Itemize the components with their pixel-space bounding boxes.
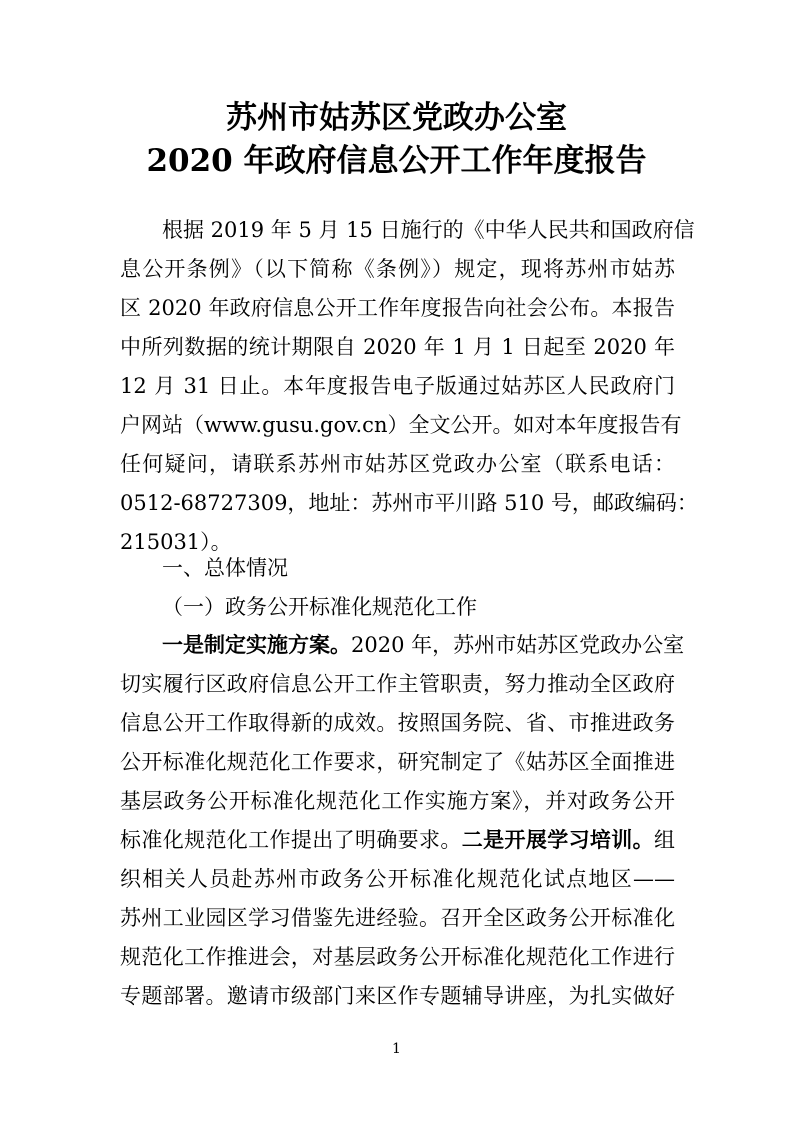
intro-line: 12 月 31 日止。本年度报告电子版通过姑苏区人民政府门 [120,374,675,398]
body-line: 基层政务公开标准化规范化工作实施方案》，并对政务公开 [120,789,675,813]
intro-line: 0512-68727309，地址：苏州市平川路 510 号，邮政编码： [120,491,698,515]
body-line: 苏州工业园区学习借鉴先进经验。召开全区政务公开标准化 [120,906,675,930]
subsection-heading: （一）政务公开标准化规范化工作 [162,595,477,619]
section-heading: 一、总体情况 [162,556,288,580]
intro-line: 中所列数据的统计期限自 2020 年 1 月 1 日起至 2020 年 [120,335,675,359]
body-line: 信息公开工作取得新的成效。按照国务院、省、市推进政务 [120,711,675,735]
body-line: 切实履行区政府信息公开工作主管职责，努力推动全区政府 [120,672,675,696]
body-line-mixed [162,630,685,660]
body-text: 2020 年，苏州市姑苏区党政办公室 [351,633,685,657]
bold-lead-text: 二是开展学习培训。 [461,828,655,852]
document-title-line2: 2020 年政府信息公开工作年度报告 [146,143,647,179]
intro-line: 户网站（www.gusu.gov.cn）全文公开。如对本年度报告有 [120,413,682,437]
body-line: 织相关人员赴苏州市政务公开标准化规范化试点地区—— [120,867,675,891]
intro-line: 区 2020 年政府信息公开工作年度报告向社会公布。本报告 [120,296,675,320]
intro-line: 息公开条例》（以下简称《条例》）规定，现将苏州市姑苏 [120,257,675,281]
body-text: 标准化规范化工作提出了明确要求。 [120,828,462,852]
bold-lead-text: 一是制定实施方案。 [162,633,351,657]
document-title-line1: 苏州市姑苏区党政办公室 [226,100,567,136]
intro-line: 215031）。 [120,530,232,554]
body-line: 规范化工作推进会，对基层政务公开标准化规范化工作进行 [120,945,675,969]
intro-line: 根据 2019 年 5 月 15 日施行的《中华人民共和国政府信 [162,218,695,242]
body-text: 组 [654,828,676,852]
body-line-mixed [120,825,675,855]
intro-line: 任何疑问，请联系苏州市姑苏区党政办公室（联系电话： [120,452,675,476]
page-number: 1 [392,1041,401,1057]
body-line: 专题部署。邀请市级部门来区作专题辅导讲座，为扎实做好 [120,984,675,1008]
body-line: 公开标准化规范化工作要求，研究制定了《姑苏区全面推进 [120,750,675,774]
